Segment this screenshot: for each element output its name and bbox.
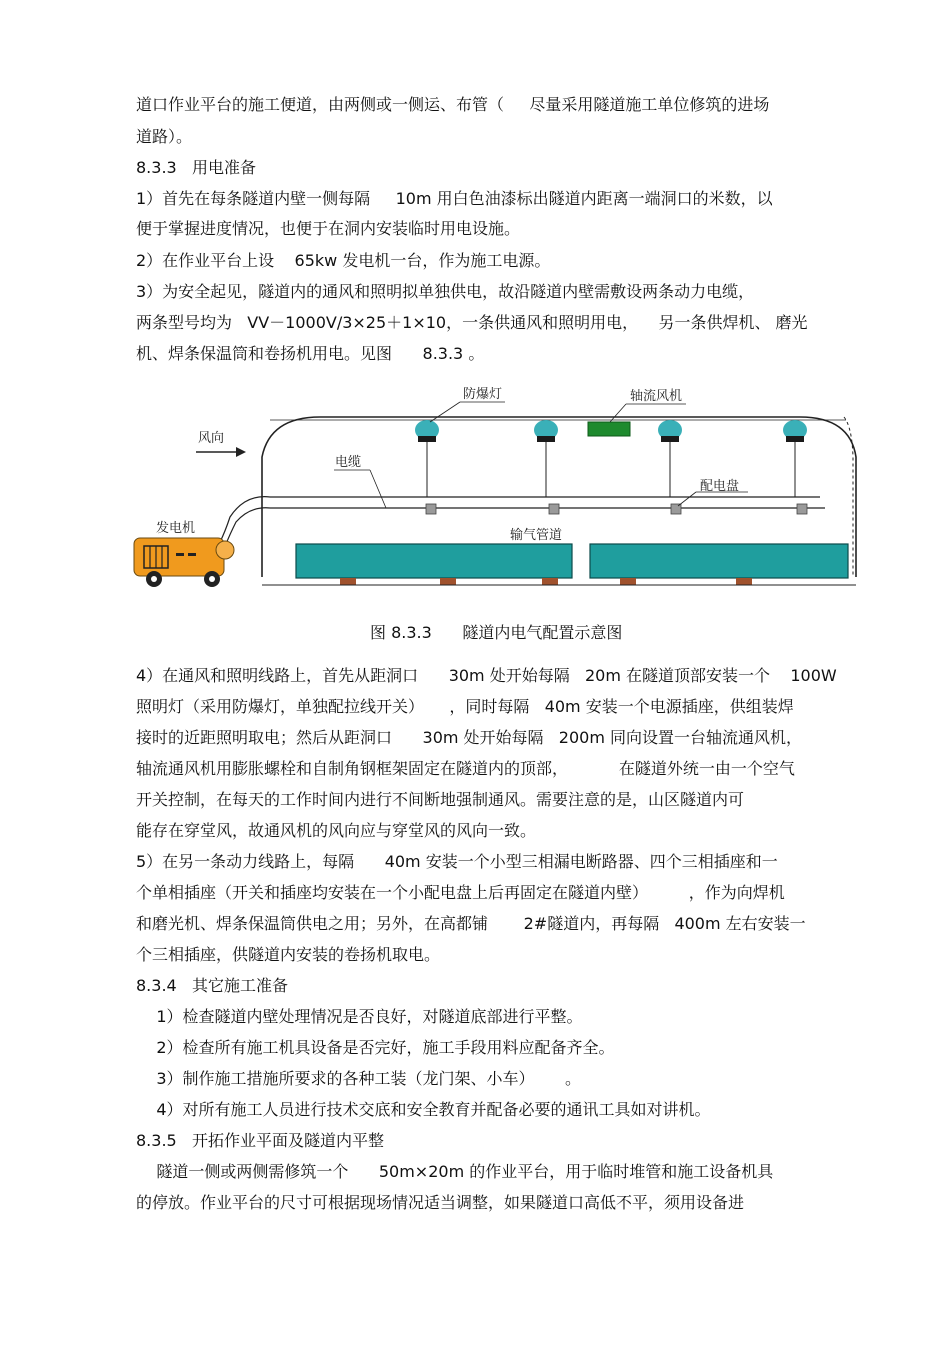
pipe-support [340,578,356,585]
text-line: 和磨光机、焊条保温筒供电之用；另外，在高都铺 2#隧道内，再每隔 400m 左右安装一 [136,914,806,933]
label-cable: 电缆 [335,455,362,470]
lamp-icon [783,420,807,497]
pipe-segment [296,544,572,578]
pipe-support [736,578,752,585]
lamp-icon [415,420,439,497]
text-line: 道口作业平台的施工便道，由两侧或一侧运、布管（ 尽量采用隧道施工单位修筑的进场 [136,95,770,114]
list-item: 1）检查隧道内壁处理情况是否良好，对隧道底部进行平整。 [136,1007,583,1026]
text-line: 5）在另一条动力线路上，每隔 40m 安装一个小型三相漏电断路器、四个三相插座和一 [136,852,778,871]
text-line: 接时的近距照明取电；然后从距洞口 30m 处开始每隔 200m 同向设置一台轴流通风机， [136,728,803,747]
text-line: 两条型号均为 VV－1000V/3×25＋1×10，一条供通风和照明用电， 另一条供焊机、 磨光 [136,313,808,332]
panel-icon [797,504,807,514]
text-line: 便于掌握进度情况，也便于在洞内安装临时用电设施。 [136,219,521,238]
lamp-icon [658,420,682,497]
text-line: 开关控制，在每天的工作时间内进行不间断地强制通风。需要注意的是，山区隧道内可 [136,790,745,809]
figure-caption: 图 8.3.3 隧道内电气配置示意图 [370,623,623,642]
text-line: 个三相插座，供隧道内安装的卷扬机取电。 [136,945,441,964]
text-line: 隧道一侧或两侧需修筑一个 50m×20m 的作业平台，用于临时堆管和施工设备机具 [136,1162,774,1181]
label-wind: 风向 [198,431,225,446]
pipe-segment [590,544,848,578]
label-generator: 发电机 [156,521,196,536]
panel-icon [426,504,436,514]
text-line: 3）为安全起见，隧道内的通风和照明拟单独供电，故沿隧道内壁需敷设两条动力电缆， [136,282,755,301]
text-line: 的停放。作业平台的尺寸可根据现场情况适当调整，如果隧道口高低不平，须用设备进 [136,1193,745,1212]
list-item: 4）对所有施工人员进行技术交底和安全教育并配备必要的通讯工具如对讲机。 [136,1100,711,1119]
section-heading: 8.3.3 用电准备 [136,158,256,177]
fan-icon [588,422,630,436]
label-panel: 配电盘 [700,479,740,494]
pipe-support [620,578,636,585]
text-line: 轴流通风机用膨胀螺栓和自制角钢框架固定在隧道内的顶部， 在隧道外统一由一个空气 [136,759,795,778]
panel-icon [549,504,559,514]
text-line: 机、焊条保温筒和卷扬机用电。见图 8.3.3 。 [136,344,485,363]
pipe-support [440,578,456,585]
pipe-support [542,578,558,585]
generator-icon [134,538,234,587]
wind-arrow-icon [196,447,246,457]
text-line: 1）首先在每条隧道内壁一侧每隔 10m 用白色油漆标出隧道内距离一端洞口的米数，以 [136,189,773,208]
text-line: 照明灯（采用防爆灯，单独配拉线开关） ，同时每隔 40m 安装一个电源插座，供组装焊 [136,697,794,716]
label-fan: 轴流风机 [630,389,683,404]
section-heading: 8.3.5 开拓作业平面及隧道内平整 [136,1131,384,1150]
label-lamp: 防爆灯 [463,387,503,402]
text-line: 个单相插座（开关和插座均安装在一个小配电盘上后再固定在隧道内壁） ，作为向焊机 [136,883,785,902]
section-heading: 8.3.4 其它施工准备 [136,976,288,995]
label-pipe: 输气管道 [510,528,563,543]
diagram-svg [130,382,870,597]
list-item: 2）检查所有施工机具设备是否完好，施工手段用料应配备齐全。 [136,1038,615,1057]
text-line: 道路）。 [136,127,193,146]
text-line: 2）在作业平台上设 65kw 发电机一台，作为施工电源。 [136,251,551,270]
list-item: 3）制作施工措施所要求的各种工装（龙门架、小车） 。 [136,1069,582,1088]
text-line: 4）在通风和照明线路上，首先从距洞口 30m 处开始每隔 20m 在隧道顶部安装一个 100W [136,666,837,685]
text-line: 能存在穿堂风，故通风机的风向应与穿堂风的风向一致。 [136,821,537,840]
lamp-icon [534,420,558,497]
panel-icon [671,504,681,514]
tunnel-electrical-diagram [130,382,870,597]
